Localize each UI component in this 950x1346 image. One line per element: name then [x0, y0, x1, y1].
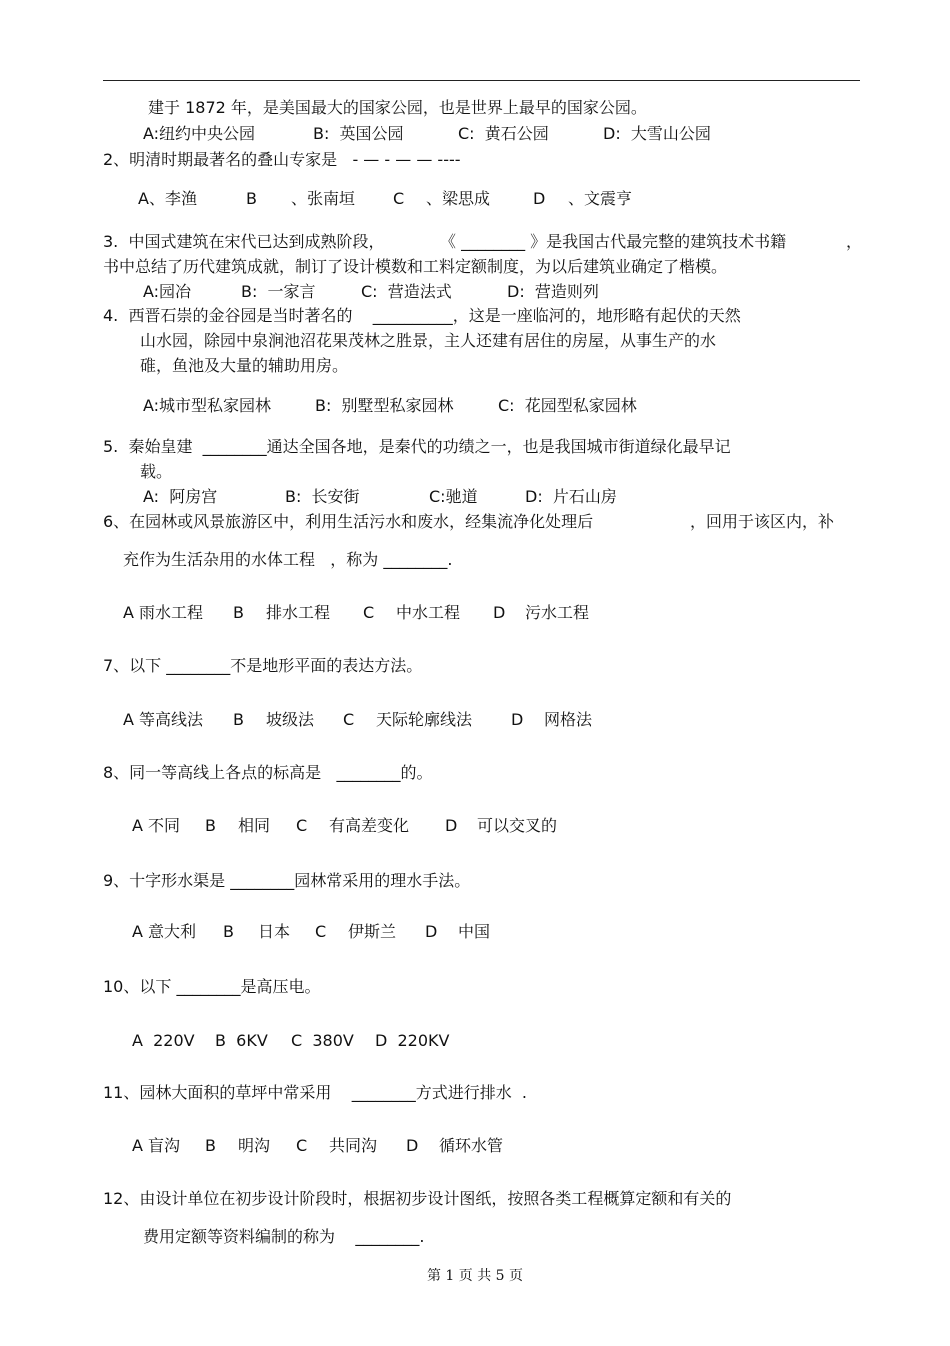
question-3-comma: ， [846, 232, 863, 251]
option-d: 、文震亨 [568, 189, 633, 208]
option-b: 排水工程 [266, 603, 331, 622]
option-b: 、张南垣 [291, 189, 356, 208]
question-6-line-2: 充作为生活杂用的水体工程 ，称为 ________. [123, 550, 453, 569]
option-d-letter: D [425, 922, 438, 941]
question-4-line-1: 4. 西晋石崇的金谷园是当时著名的 __________，这是一座临河的，地形略有起伏的天然 [103, 306, 741, 325]
question-3-line-1-blank: 《 ________ 》是我国古代最完整的建筑技术书籍 [440, 232, 787, 251]
option-c: C: 黄石公园 [458, 124, 549, 143]
option-b: B: 别墅型私家园林 [315, 396, 454, 415]
question-6-line-1-end: ，回用于该区内，补 [690, 512, 835, 531]
option-b-letter: B [233, 603, 244, 622]
header-rule [103, 80, 860, 81]
option-d: D 220KV [375, 1031, 450, 1050]
question-2-text: 2、明清时期最著名的叠山专家是 - — - — — ---- [103, 150, 461, 169]
option-a: A:城市型私家园林 [143, 396, 272, 415]
option-c: 天际轮廓线法 [376, 710, 473, 729]
option-b-letter: B [233, 710, 244, 729]
option-d-letter: D [493, 603, 506, 622]
option-c: C 380V [291, 1031, 354, 1050]
option-a: A:园冶 [143, 282, 192, 301]
option-d: 污水工程 [525, 603, 590, 622]
question-4-line-2: 山水园，除园中泉涧池沼花果茂林之胜景，主人还建有居住的房屋，从事生产的水 [140, 331, 717, 350]
option-c-letter: C [343, 710, 355, 729]
option-d: 网格法 [544, 710, 593, 729]
option-b-letter: B [223, 922, 234, 941]
option-c: C: 花园型私家园林 [498, 396, 637, 415]
option-a: A: 阿房宫 [143, 487, 218, 506]
question-7-text: 7、以下 ________不是地形平面的表达方法。 [103, 656, 423, 675]
option-c: 共同沟 [329, 1136, 378, 1155]
option-a: A 雨水工程 [123, 603, 204, 622]
option-c: 、梁思成 [426, 189, 491, 208]
option-c: C:驰道 [429, 487, 478, 506]
option-d-letter: D [406, 1136, 419, 1155]
option-b: 相同 [238, 816, 271, 835]
option-c-letter: C [296, 1136, 308, 1155]
option-a: A、李渔 [138, 189, 197, 208]
option-b: B: 长安街 [285, 487, 360, 506]
option-c: 中水工程 [396, 603, 461, 622]
option-b: 明沟 [238, 1136, 271, 1155]
option-d: D: 大雪山公园 [603, 124, 711, 143]
option-d-letter: D [511, 710, 524, 729]
option-b: 坡级法 [266, 710, 315, 729]
option-c: 有高差变化 [329, 816, 410, 835]
option-a: A 220V [132, 1031, 195, 1050]
option-a: A 盲沟 [132, 1136, 181, 1155]
question-9-text: 9、十字形水渠是 ________园林常采用的理水手法。 [103, 871, 471, 890]
option-a: A:纽约中央公园 [143, 124, 256, 143]
question-12-line-2: 费用定额等资料编制的称为 ________. [143, 1227, 425, 1246]
option-d: D: 片石山房 [525, 487, 617, 506]
question-3-line-2: 书中总结了历代建筑成就，制订了设计模数和工料定额制度，为以后建筑业确定了楷模。 [103, 257, 728, 276]
question-5-line-2: 载。 [140, 462, 173, 481]
option-c: C: 营造法式 [361, 282, 452, 301]
option-d: 循环水管 [439, 1136, 504, 1155]
option-d: 可以交叉的 [477, 816, 558, 835]
question-3-line-1: 3. 中国式建筑在宋代已达到成熟阶段， [103, 232, 385, 251]
option-a: A 不同 [132, 816, 181, 835]
option-d-letter: D [445, 816, 458, 835]
question-11-text: 11、园林大面积的草坪中常采用 ________方式进行排水 . [103, 1083, 527, 1102]
option-c-letter: C [315, 922, 327, 941]
question-4-line-3: 碓，鱼池及大量的辅助用房。 [140, 356, 349, 375]
option-a: A 等高线法 [123, 710, 204, 729]
option-b: B: 一家言 [241, 282, 316, 301]
question-12-line-1: 12、由设计单位在初步设计阶段时，根据初步设计图纸，按照各类工程概算定额和有关的 [103, 1189, 732, 1208]
question-6-line-1: 6、在园林或风景旅游区中，利用生活污水和废水，经集流净化处理后 [103, 512, 594, 531]
option-c: 伊斯兰 [348, 922, 397, 941]
option-b-letter: B [205, 816, 216, 835]
question-5-line-1: 5. 秦始皇建 ________通达全国各地，是秦代的功绩之一，也是我国城市街道绿化最早记 [103, 437, 731, 456]
option-b-letter: B [246, 189, 257, 208]
option-d: 中国 [458, 922, 491, 941]
page-number: 第 1 页 共 5 页 [426, 1268, 524, 1284]
option-b-letter: B [205, 1136, 216, 1155]
option-b: B: 英国公园 [313, 124, 404, 143]
question-1-text: 建于 1872 年，是美国最大的国家公园，也是世界上最早的国家公园。 [148, 98, 647, 117]
option-b: 日本 [258, 922, 291, 941]
option-c-letter: C [296, 816, 308, 835]
option-c-letter: C [393, 189, 405, 208]
question-10-text: 10、以下 ________是高压电。 [103, 977, 321, 996]
option-d-letter: D [533, 189, 546, 208]
option-d: D: 营造则列 [507, 282, 599, 301]
option-a: A 意大利 [132, 922, 197, 941]
question-8-text: 8、同一等高线上各点的标高是 ________的。 [103, 763, 433, 782]
option-c-letter: C [363, 603, 375, 622]
option-b: B 6KV [215, 1031, 268, 1050]
